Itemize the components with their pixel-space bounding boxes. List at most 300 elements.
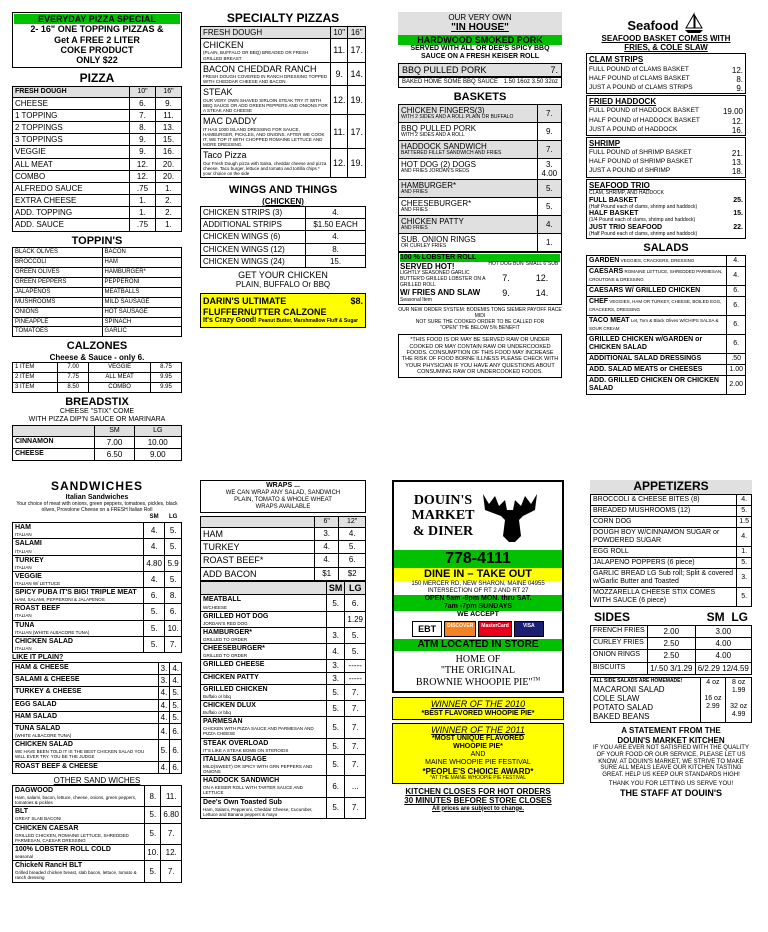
salad-row bbox=[587, 285, 746, 296]
specialty-desc: FRESH DOUGH COVERED IN RANCH DRESSING TOPPED WITH CHEDDAR CHEESE AND BACON bbox=[203, 74, 328, 85]
hot-item-price-lg: 7. bbox=[345, 700, 366, 716]
calzone-cell: 3 ITEM bbox=[13, 382, 58, 392]
side-row bbox=[591, 638, 752, 650]
hot-item-row bbox=[201, 700, 366, 716]
sandwich-row bbox=[13, 523, 182, 539]
plain-sandwich-price-sm: 3. bbox=[158, 663, 170, 675]
sandwich-header-cell: SM bbox=[149, 514, 159, 521]
baskets-column bbox=[398, 12, 562, 378]
hoagie-cell: 4. bbox=[315, 554, 339, 567]
pizza-cell: 12. bbox=[130, 158, 156, 170]
plain-sandwich-row bbox=[13, 687, 182, 699]
hot-item-header bbox=[201, 582, 366, 595]
lobster-line1: 100 % LOBSTER ROLL bbox=[400, 254, 560, 262]
appetizer-row bbox=[591, 516, 752, 527]
salad-price: 6. bbox=[727, 315, 746, 334]
hot-item-price-sm: 4. bbox=[326, 644, 345, 660]
basket-desc: AND FRIES bbox=[401, 225, 428, 232]
toppin-row bbox=[13, 327, 182, 337]
trio-item-name: JUST TRIO SEAFOOD bbox=[589, 224, 663, 232]
sandwiches-sub: Italian Sandwiches bbox=[65, 493, 129, 501]
hot-item-desc: Buffalo or bbq bbox=[203, 693, 231, 699]
basket-row bbox=[399, 105, 562, 123]
salad-item bbox=[587, 266, 727, 285]
appetizer-name: BROCCOLI & CHEESE BITES (8) bbox=[591, 494, 737, 505]
lobster-hot-col: HOT DOG BUN bbox=[488, 260, 524, 267]
closing-line3: All prices are subject to change. bbox=[431, 805, 525, 812]
appetizer-name: CORN DOG bbox=[591, 516, 737, 527]
specialty-title: SPECIALTY PIZZAS bbox=[226, 11, 340, 25]
breadstix-header-cell: LG bbox=[134, 425, 182, 436]
calzone-row bbox=[13, 373, 182, 383]
sandwich-item bbox=[13, 571, 144, 587]
hot-item-price-sm: 3. bbox=[326, 672, 345, 684]
sandwich-price-sm: 5. bbox=[144, 620, 165, 636]
side-cell: CURLEY FRIES bbox=[591, 638, 648, 650]
sandwich-name: TURKEY bbox=[15, 556, 44, 564]
salad-row bbox=[587, 255, 746, 266]
inhouse-line2: "IN HOUSE" bbox=[451, 22, 509, 34]
hot-item-row bbox=[201, 660, 366, 672]
side-cell: 4.00 bbox=[695, 638, 751, 650]
specialty-item bbox=[201, 149, 331, 178]
hot-item-item bbox=[201, 700, 327, 716]
pulled-pork-row bbox=[398, 63, 562, 77]
sides-lg: LG bbox=[731, 610, 748, 625]
basket-row bbox=[399, 122, 562, 140]
hot-item-price-lg: 5. bbox=[345, 627, 366, 643]
hot-item-price-sm: 5. bbox=[326, 684, 345, 700]
basket-price: 4. bbox=[537, 216, 561, 234]
specialty-price-16: 19. bbox=[348, 86, 366, 115]
wraps-line1: WE CAN WRAP ANY SALAD, SANDWICH bbox=[225, 490, 341, 497]
hot-item-desc: Buffalo or bbq bbox=[203, 710, 231, 715]
pizza-row bbox=[13, 170, 182, 182]
sandwich-header-cell bbox=[13, 513, 144, 522]
hot-item-name: MEATBALL bbox=[203, 596, 241, 604]
sandwich-price-lg: 8. bbox=[165, 588, 182, 604]
bbq-beans-price1: 1.50 16oz bbox=[503, 79, 530, 86]
specialty-row bbox=[201, 38, 366, 62]
hoagie-cell: 6. bbox=[339, 554, 366, 567]
pizza-cell: ADD. TOPPING bbox=[13, 207, 130, 219]
hot-item-row bbox=[201, 627, 366, 643]
salad-name: ADD. SALAD MEATS or CHEESES bbox=[589, 366, 703, 374]
hot-item-item bbox=[201, 627, 327, 643]
plain-sandwich-row bbox=[13, 723, 182, 739]
trio-sub: CLAM, SHRIMP, AND HADDOCK bbox=[589, 189, 664, 196]
hot-item-desc: GRILLED TO ORDER bbox=[203, 636, 248, 642]
hoagies-column bbox=[200, 480, 366, 819]
hot-item-price-sm: 3. bbox=[326, 660, 345, 672]
seafood-item-price: 21. bbox=[731, 149, 743, 159]
plain-sandwich-item bbox=[13, 675, 159, 687]
sandwich-price-lg: 5.9 bbox=[165, 555, 182, 571]
toppin-row bbox=[13, 297, 182, 307]
specialty-name: CHICKEN bbox=[203, 39, 244, 50]
darin-line1: DARIN'S ULTIMATE bbox=[203, 296, 287, 307]
specialty-name: Taco Pizza bbox=[203, 150, 247, 161]
pizza-cell: ADD. SAUCE bbox=[13, 219, 130, 231]
breadstix-cell: 9.00 bbox=[134, 448, 182, 460]
other-sandwich-price-sm: 5. bbox=[145, 823, 161, 844]
appetizer-name: DOUGH BOY W/CINNAMON SUGAR or POWDERED SUGAR bbox=[591, 527, 737, 546]
breadstix-cell: CINNAMON bbox=[13, 436, 95, 448]
hot-item-header-cell: SM bbox=[326, 582, 345, 595]
other-sandwich-desc: GREAT SLAB BACON! bbox=[15, 816, 62, 822]
pizza-cell: CHEESE bbox=[13, 97, 130, 109]
douin-phone: 778-4111 bbox=[394, 550, 562, 568]
wraps-title: WRAPS ... bbox=[266, 482, 300, 489]
salad-desc: Let, Tom & Black Olives W/CHIPS SALSA & SOUR CREAM bbox=[589, 317, 719, 331]
plain-sandwich-price-lg: 5. bbox=[170, 711, 182, 723]
toppin-cell: HAMBURGER* bbox=[102, 268, 181, 278]
plain-sandwich-price-lg: 6. bbox=[170, 761, 182, 773]
oz2-price: 1.99 bbox=[731, 686, 746, 694]
seafood-item-name: JUST A POUND of SHRIMP bbox=[589, 167, 671, 175]
sandwich-item bbox=[13, 604, 144, 620]
specialty-item bbox=[201, 38, 331, 62]
pizza-row bbox=[13, 195, 182, 207]
pizza-cell: EXTRA CHEESE bbox=[13, 195, 130, 207]
salad-desc: VEGGIES, HAM OR TURKEY, CHEESE, BOILED EGG, CRACKERS, DRESSING bbox=[589, 298, 722, 312]
bbq-beans-row bbox=[398, 77, 562, 88]
statement-line2: DOUIN'S MARKET KITCHEN bbox=[617, 735, 725, 745]
toppin-cell: BLACK OLIVES bbox=[13, 248, 103, 258]
pizza-cell: .75 bbox=[130, 219, 156, 231]
plain-sandwich-price-sm: 4. bbox=[158, 711, 170, 723]
seafood-sub2: FRIES, & COLE SLAW bbox=[624, 43, 708, 53]
plain-sandwich-name: TUNA SALAD bbox=[15, 724, 61, 732]
salad-item bbox=[587, 354, 727, 365]
salad-desc: ROMAINE LETTUCE, SHREDDED PARMESAN, CROUTONS & DRESSING bbox=[589, 268, 723, 282]
other-sandwich-item bbox=[13, 785, 145, 806]
statement-body: IF YOU ARE EVER NOT SATISFIED WITH THE QUALITY OF YOUR FOOD OR OUR SERVICE, PLEASE LET US KNOW. AT DOUIN'S MARKET, WE STRIVE TO MAKE SURE ALL MEALS LEAVE OUR KITCHEN TASTING GREAT. HELP US KEEP OUR STANDARDS HIGH! bbox=[593, 744, 749, 779]
side-cell: 6/2.29 12/4.59 bbox=[695, 662, 751, 674]
hot-item-name: CHICKEN PATTY bbox=[203, 673, 259, 681]
other-sandwich-desc: seasonal bbox=[15, 854, 34, 859]
hoagie-row bbox=[201, 541, 366, 554]
side-row bbox=[591, 662, 752, 674]
basket-name: BBQ PULLED PORK bbox=[401, 123, 477, 133]
douin-name1: DOUIN'S bbox=[413, 492, 473, 508]
pizza-row bbox=[13, 219, 182, 231]
sandwich-name: HAM bbox=[15, 524, 31, 532]
toppin-cell: SPINACH bbox=[102, 317, 181, 327]
pizza-cell: ALFREDO SAUCE bbox=[13, 182, 130, 194]
specialty-price-10: 12. bbox=[330, 149, 348, 178]
plain-sandwich-row bbox=[13, 711, 182, 723]
wings-table bbox=[200, 206, 366, 268]
toppin-row bbox=[13, 277, 182, 287]
sandwiches-title: SANDWICHES bbox=[50, 479, 143, 493]
salad-name: GARDEN bbox=[589, 256, 620, 264]
salad-row bbox=[587, 354, 746, 365]
seafood-item bbox=[587, 167, 745, 176]
hot-item-row bbox=[201, 672, 366, 684]
pizza-cell: 20. bbox=[155, 170, 181, 182]
pizza-row bbox=[13, 158, 182, 170]
douin-home1: HOME OF bbox=[455, 653, 501, 665]
seafood-groups bbox=[586, 53, 746, 177]
sandwich-desc: ITALIAN bbox=[15, 548, 32, 554]
other-title: OTHER SAND WICHES bbox=[53, 775, 141, 785]
seafood-item bbox=[587, 84, 745, 93]
pizza-table bbox=[12, 86, 182, 232]
hot-item-item bbox=[201, 776, 327, 797]
douin-name2: MARKET bbox=[411, 508, 475, 524]
pizza-cell: VEGGIE bbox=[13, 146, 130, 158]
winner2-line4: AND bbox=[470, 751, 486, 759]
sandwich-price-sm: 4. bbox=[144, 539, 165, 555]
sides-header bbox=[590, 611, 752, 625]
seafood-item-name: HALF POUND of HADDOCK BASKET bbox=[589, 116, 700, 124]
salad-price: 2.00 bbox=[727, 376, 746, 395]
pizza-cell: 13. bbox=[155, 121, 181, 133]
seafood-item bbox=[587, 126, 745, 135]
plain-sandwich-row bbox=[13, 675, 182, 687]
wings-row bbox=[201, 231, 366, 243]
hoagie-row bbox=[201, 527, 366, 540]
hot-item-row bbox=[201, 717, 366, 738]
specialty-header-cell: 10" bbox=[330, 26, 348, 38]
hoagie-cell: TURKEY bbox=[201, 541, 315, 554]
pizza-cell: 1. bbox=[130, 207, 156, 219]
breadstix-sub1: CHEESE "STIX" COME bbox=[59, 408, 135, 416]
wraps-line3: WRAPS AVAILABLE bbox=[255, 503, 311, 510]
hot-item-header-cell: LG bbox=[345, 582, 366, 595]
basket-name: CHICKEN PATTY bbox=[401, 217, 464, 227]
trio-item-name: (1/4 Pound each of clams, shrimp and haddock) bbox=[589, 217, 696, 224]
side-cell: 2.50 bbox=[648, 638, 696, 650]
sailboat-icon bbox=[683, 12, 705, 34]
basket-row bbox=[399, 180, 562, 198]
toppin-cell: GREEN PEPPERS bbox=[13, 277, 103, 287]
moose-icon bbox=[475, 486, 545, 546]
hot-item-price-sm: 6. bbox=[326, 776, 345, 797]
pizza-cell: 9. bbox=[155, 97, 181, 109]
specialty-header-cell: 16" bbox=[348, 26, 366, 38]
toppin-row bbox=[13, 258, 182, 268]
appetizer-price: 3. bbox=[737, 569, 752, 588]
hot-item-item bbox=[201, 595, 327, 611]
specialty-item bbox=[201, 115, 331, 149]
salad-item bbox=[587, 334, 727, 353]
specialty-price-16: 17. bbox=[348, 38, 366, 62]
calzone-row bbox=[13, 363, 182, 373]
card-ebt-icon: EBT bbox=[412, 621, 442, 637]
douin-column bbox=[392, 480, 564, 812]
side-salad-macaroni: MACARONI SALAD bbox=[593, 684, 665, 694]
trio-item-name: FULL BASKET bbox=[589, 196, 638, 204]
lobster-price2: 12. bbox=[535, 272, 549, 283]
calzones-table bbox=[12, 362, 182, 393]
sides-table bbox=[590, 625, 752, 675]
winner2-line3: WHOOPIE PIE* bbox=[453, 743, 503, 751]
pizza-row bbox=[13, 182, 182, 194]
oz2: 8 oz bbox=[732, 678, 746, 686]
basket-price: 3. 4.00 bbox=[537, 158, 561, 179]
wings-row bbox=[201, 206, 366, 218]
card-visa-icon: VISA bbox=[514, 621, 544, 637]
hot-item-row bbox=[201, 644, 366, 660]
notice-line1: OUR NEW ORDER SYSTEM: BODEMIS TONG SIEMER PAYOFF RACE MIDI bbox=[398, 307, 562, 320]
salad-name: ADD. GRILLED CHICKEN OR CHICKEN SALAD bbox=[589, 377, 719, 393]
side-salads-note: ALL SIDE SALADS ARE HOMEMADE! bbox=[593, 677, 683, 684]
breadstix-cell: CHEESE bbox=[13, 448, 95, 460]
bbq-beans-label: BAKED HOME SOME BBQ SAUCE bbox=[402, 79, 499, 86]
statement-box bbox=[590, 726, 752, 798]
side-salad-coleslaw: COLE SLAW bbox=[593, 693, 640, 703]
sandwiches-column bbox=[12, 480, 182, 883]
wraps-box bbox=[200, 480, 366, 513]
toppin-cell: GARLIC bbox=[102, 327, 181, 337]
breadstix-row bbox=[13, 448, 182, 460]
seafood-item bbox=[587, 149, 745, 158]
side-cell: 2.00 bbox=[648, 626, 696, 638]
basket-price: 7. bbox=[537, 105, 561, 123]
plain-sandwich-price-sm: 4. bbox=[158, 699, 170, 711]
other-sandwich-price-sm: 10. bbox=[145, 844, 161, 860]
plain-sandwich-desc: WE HAVE BEEN TOLD IT IS THE BEST CHICKEN SALAD YOU WILL EVER TRY. YOU BE THE JUDGE bbox=[15, 749, 145, 760]
plain-sandwich-name: HAM SALAD bbox=[15, 712, 57, 720]
like-plain: LIKE IT PLAIN? bbox=[12, 653, 64, 661]
darin-line3: It's Crazy Good! bbox=[203, 317, 257, 325]
specialty-column bbox=[200, 12, 366, 328]
wings-note1: GET YOUR CHICKEN bbox=[238, 269, 328, 280]
other-sandwich-price-sm: 5. bbox=[145, 807, 161, 823]
sandwich-price-lg: 10. bbox=[165, 620, 182, 636]
toppin-row bbox=[13, 317, 182, 327]
calzone-cell: 8.50 bbox=[58, 382, 89, 392]
everyday-line1: 2- 16" ONE TOPPING PIZZAS & bbox=[30, 24, 164, 35]
basket-item bbox=[399, 158, 538, 179]
toppin-cell: ONIONS bbox=[13, 307, 103, 317]
sandwich-price-sm: 4.80 bbox=[144, 555, 165, 571]
appetizer-row bbox=[591, 588, 752, 607]
specialty-name: MAC DADDY bbox=[203, 116, 258, 127]
everyday-title: EVERYDAY PIZZA SPECIAL bbox=[14, 14, 180, 24]
trio-item-name: HALF BASKET bbox=[589, 210, 639, 218]
trio-item-price: 22. bbox=[733, 224, 743, 232]
trio-item bbox=[587, 232, 745, 238]
sandwich-desc: ITALIAN bbox=[15, 532, 32, 538]
appetizer-price: 5. bbox=[737, 588, 752, 607]
appetizer-price: 4. bbox=[737, 527, 752, 546]
calzone-cell: VEGGIE bbox=[89, 363, 151, 373]
sandwich-desc: ITALIAN W/ LETTUCE bbox=[15, 580, 61, 586]
hot-item-price-lg: ----- bbox=[345, 660, 366, 672]
specialty-row bbox=[201, 115, 366, 149]
seafood-item bbox=[587, 158, 745, 167]
plain-sandwich-item bbox=[13, 711, 159, 723]
hot-item-price-lg: 7. bbox=[345, 797, 366, 818]
pizza-header-cell: FRESH DOUGH bbox=[13, 86, 130, 97]
hot-item-item bbox=[201, 644, 327, 660]
seafood-title: Seafood bbox=[627, 18, 679, 34]
hot-item-price-sm: 5. bbox=[326, 595, 345, 611]
side-salad-potato: POTATO SALAD bbox=[593, 702, 654, 712]
pulled-pork-label: BBQ PULLED PORK bbox=[402, 65, 487, 76]
seafood-item-name: JUST A POUND of CLAMS STRIPS bbox=[589, 83, 693, 91]
pizza-column bbox=[12, 12, 182, 461]
hot-item-item bbox=[201, 611, 327, 627]
specialty-desc: (PLAIN, BUFFALO OR BBQ) BREADED OR FRESH GRILLED BREAST bbox=[203, 50, 309, 61]
oz3-price: 2.99 bbox=[706, 703, 720, 710]
pizza-cell: 11. bbox=[155, 109, 181, 121]
everyday-line2: Get A FREE 2 LITER bbox=[54, 34, 140, 45]
seafood-group-name: FRIED HADDOCK bbox=[589, 97, 657, 107]
plain-sandwich-price-sm: 4. bbox=[158, 761, 170, 773]
douin-hours1: OPEN 5am -9pm MON. thru SAT. bbox=[394, 595, 562, 603]
statement-sig: THE STAFF AT DOUIN'S bbox=[620, 788, 722, 799]
basket-name: HOT DOG (2) DOGS bbox=[401, 159, 476, 169]
pizza-cell: COMBO bbox=[13, 170, 130, 182]
seafood-item-price: 9. bbox=[736, 83, 743, 93]
sandwich-price-lg: 6. bbox=[165, 604, 182, 620]
sandwich-header bbox=[13, 513, 182, 522]
seafood-item-price: 16. bbox=[731, 125, 743, 135]
douin-logo-box bbox=[392, 480, 564, 693]
appetizer-price: 1.5 bbox=[737, 516, 752, 527]
hot-item-desc: JORDAN'S RED DOG bbox=[203, 620, 248, 626]
hot-item-desc: CHICKEN WITH PIZZA SAUCE AND PARMESAN AND PIZZA CHEESE bbox=[203, 726, 314, 737]
wings-cell: 4. bbox=[306, 231, 366, 243]
trio-rows bbox=[587, 197, 745, 238]
seafood-group bbox=[586, 53, 746, 94]
seafood-item bbox=[587, 75, 745, 84]
sandwich-name: VEGGIE bbox=[15, 572, 42, 580]
everyday-line4: ONLY $22 bbox=[76, 55, 118, 66]
side-cell: 4.00 bbox=[695, 650, 751, 662]
basket-row bbox=[399, 140, 562, 158]
card-mastercard-icon: MasterCard bbox=[478, 621, 512, 637]
toppin-cell: PINEAPPLE bbox=[13, 317, 103, 327]
lobster-small-col: SMALL 6"SUB bbox=[525, 260, 559, 267]
sandwich-price-lg: 5. bbox=[165, 571, 182, 587]
other-sandwich-price-lg: 6.80 bbox=[161, 807, 182, 823]
hoagie-cell: $1 bbox=[315, 567, 339, 580]
plain-sandwich-name: EGG SALAD bbox=[15, 700, 57, 708]
sandwich-desc: ITALIAN (WHITE ALBACORE TUNA) bbox=[15, 629, 90, 635]
salad-item bbox=[587, 376, 727, 395]
hot-item-price-sm: 5. bbox=[326, 738, 345, 754]
appetizer-row bbox=[591, 505, 752, 516]
plain-sandwich-price-lg: 5. bbox=[170, 699, 182, 711]
appetizer-price: 4. bbox=[737, 494, 752, 505]
sandwich-price-sm: 5. bbox=[144, 604, 165, 620]
hot-item-price-lg: 7. bbox=[345, 754, 366, 775]
specialty-row bbox=[201, 149, 366, 178]
toppin-cell: MUSHROOMS bbox=[13, 297, 103, 307]
toppin-cell: PEPPERONI bbox=[102, 277, 181, 287]
wings-sub: (CHICKEN) bbox=[262, 196, 304, 206]
hot-item-price-lg: 7. bbox=[345, 738, 366, 754]
calzone-cell: 2 ITEM bbox=[13, 373, 58, 383]
breadstix-row bbox=[13, 436, 182, 448]
specialty-price-10: 11. bbox=[330, 38, 348, 62]
sandwich-name: SALAMI bbox=[15, 540, 42, 548]
pizza-cell: 7. bbox=[130, 109, 156, 121]
hoagie-cell: 5. bbox=[339, 541, 366, 554]
appetizer-row bbox=[591, 547, 752, 558]
hot-item-desc: W/CHEESE bbox=[203, 604, 228, 610]
pizza-row bbox=[13, 207, 182, 219]
basket-desc: AND FRIES bbox=[401, 207, 428, 214]
pizza-cell: ALL MEAT bbox=[13, 158, 130, 170]
salad-name: TACO MEAT bbox=[589, 316, 630, 324]
plain-sandwich-row bbox=[13, 740, 182, 761]
